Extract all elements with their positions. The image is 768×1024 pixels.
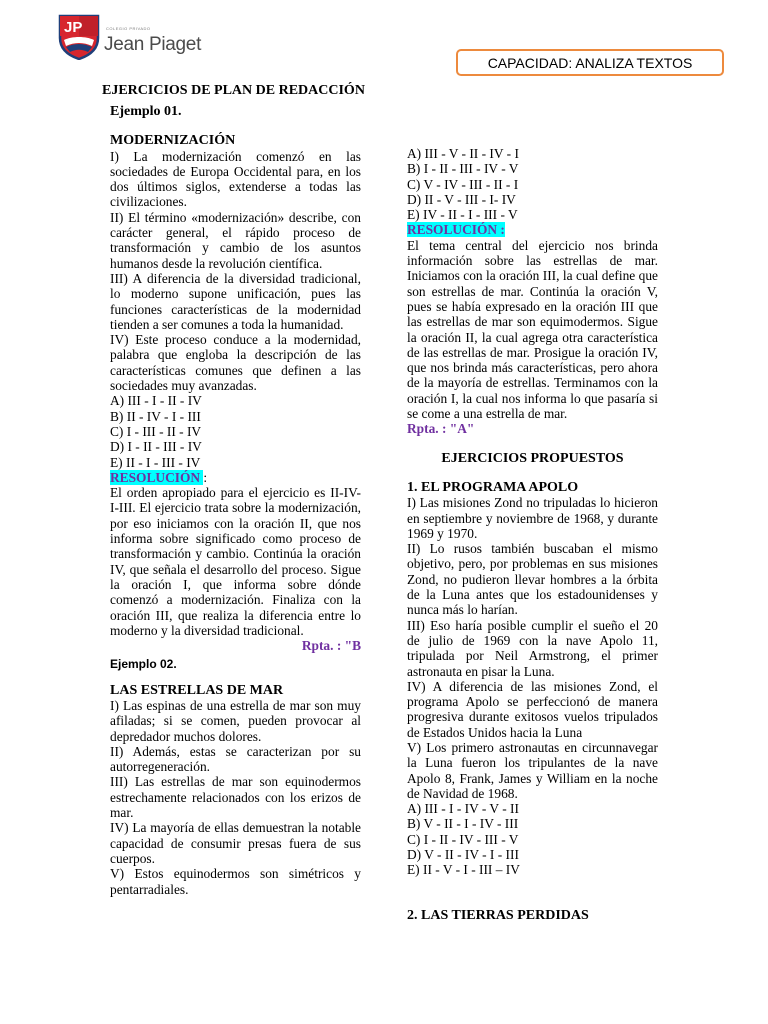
- example-2-sentence-5: V) Estos equinodermos son simétricos y pentarradiales.: [110, 866, 361, 897]
- example-1-heading: MODERNIZACIÓN: [110, 133, 236, 149]
- left-column: [110, 104, 361, 897]
- proposed-heading: EJERCICIOS PROPUESTOS: [441, 450, 624, 466]
- proposed-2-title: 2. LAS TIERRAS PERDIDAS: [407, 907, 589, 923]
- resolution-label: RESOLUCIÓN :: [407, 222, 505, 238]
- resolution-label: RESOLUCIÓN: [110, 469, 204, 485]
- example-2-option: A) III - V - II - IV - I: [407, 146, 519, 161]
- example-1-option: A) III - I - II - IV: [110, 393, 202, 409]
- proposed-1-sentence-3: III) Eso haría posible cumplir el sueño el 20 de julio de 1969 con la nave Apolo 11, tripulada por Neil Armstrong, el primer astronauta en pisar la Luna.: [407, 617, 658, 679]
- example-1-answer: Rpta. : "B: [301, 638, 361, 654]
- example-1-option: C) I - III - II - IV: [110, 423, 202, 439]
- example-2-heading: LAS ESTRELLAS DE MAR: [110, 682, 284, 698]
- example-2-sentence-3: III) Las estrellas de mar son equinodermos estrechamente relacionados con los erizos de mar.: [110, 774, 361, 821]
- right-column: [407, 146, 658, 923]
- proposed-1-sentence-5: V) Los primero astronautas en circunnavegar la Luna fueron los tripulantes de la nave Apolo 8, Frank, James y William en la noche de Navidad de 1968.: [407, 739, 658, 801]
- proposed-1-sentence-2: II) Lo rusos también buscaban el mismo objetivo, pero, por problemas en sus misiones Zond, no pudieron llevar hombres a la órbita de la Luna antes que los estadounidenses y nunca más lo harían.: [407, 541, 658, 618]
- proposed-1-option: C) I - II - IV - III - V: [407, 831, 519, 847]
- logo-brand-name: Jean Piaget: [104, 34, 202, 55]
- proposed-1-option: A) III - I - IV - V - II: [407, 801, 519, 817]
- example-2-sentence-1: I) Las espinas de una estrella de mar son muy afiladas; si se comen, pueden provocar al depredador muchos dolores.: [110, 697, 361, 744]
- example-2-sentence-4: IV) La mayoría de ellas demuestran la notable capacidad de consumir presas fuera de sus cuerpos.: [110, 820, 361, 866]
- example-1-option: D) I - II - III - IV: [110, 439, 202, 455]
- example-1-sentence-1: I) La modernización comenzó en las sociedades de Europa Occidental para, en los dos últimos siglos, extenderse a todas las civilizaciones.: [110, 148, 361, 210]
- example-1-resolution-heading: [110, 470, 361, 485]
- proposed-1-sentence-4: IV) A diferencia de las misiones Zond, el programa Apolo se perfeccionó de manera progresiva durante exitosos vuelos tripulados de Estados Unidos hacia la Luna: [407, 678, 658, 740]
- example-1-resolution: El orden apropiado para el ejercicio es II-IV- I-III. El ejercicio trata sobre la modernización, por eso iniciamos con la oración II, que nos informa sobre significado como proceso de transformación y cambio. Continúa la oración IV, que señala el desarrollo del proceso. Sigue la oración I, que informa sobre dónde comenzó a modernización. Finaliza con la oración III, que realiza la diferencia entre lo moderno y la diversidad tradicional.: [110, 485, 361, 638]
- proposed-1-title: 1. EL PROGRAMA APOLO: [407, 479, 579, 495]
- example-2-option: D) II - V - III - I- IV: [407, 191, 516, 207]
- example-2-resolution-heading: [407, 222, 658, 237]
- example-2-option: E) IV - II - I - III - V: [407, 207, 518, 223]
- logo-badge-text: JP: [64, 19, 83, 36]
- page-title: EJERCICIOS DE PLAN DE REDACCIÓN: [102, 83, 365, 98]
- example-2-label: Ejemplo 02.: [110, 657, 177, 672]
- example-1-option: E) II - I - III - IV: [110, 454, 201, 470]
- example-1-sentence-2: II) El término «modernización» describe, con carácter general, el rápido proceso de transformación y cambio de los asuntos humanos desde la revolución científica.: [110, 209, 361, 271]
- example-2-sentence-2: II) Además, estas se caracterizan por su autorregeneración.: [110, 743, 361, 775]
- school-shield-icon: [58, 14, 100, 60]
- proposed-1-option: B) V - II - I - IV - III: [407, 816, 519, 832]
- example-1-sentence-4: IV) Este proceso conduce a la modernidad, palabra que engloba la descripción de las características comunes que definen a las sociedades muy avanzadas.: [110, 332, 361, 394]
- resolution-colon: :: [203, 469, 208, 485]
- example-1-sentence-3: III) A diferencia de la diversidad tradicional, lo moderno supone unificación, pues las funciones características de la modernidad tienden a ser comunes a toda la humanidad.: [110, 270, 361, 332]
- school-logo: [58, 14, 208, 62]
- example-1-label: Ejemplo 01.: [110, 104, 182, 119]
- example-2-option: C) V - IV - III - II - I: [407, 176, 519, 192]
- proposed-1-sentence-1: I) Las misiones Zond no tripuladas lo hicieron en septiembre y noviembre de 1968, y durante 1969 y 1970.: [407, 495, 658, 541]
- example-2-resolution: El tema central del ejercicio nos brinda información sobre las estrellas de mar. Iniciamos con la oración III, la cual define que son estrellas de mar. Continúa la oración V, pues se había expresado en la oración III que las estrellas de mar son equimodermos. Sigue la oración II, la cual agrega otra característica de las estrellas de mar. Prosigue la oración IV, que nos brinda más características, pero ahora de la mayoría de estrellas. Terminamos con la oración I, la cual nos informa lo que pasaría si se come a una estrella de mar.: [407, 237, 658, 422]
- capacity-box: CAPACIDAD: ANALIZA TEXTOS: [456, 49, 724, 76]
- logo-subtitle: COLEGIO PRIVADO: [106, 26, 151, 31]
- proposed-1-option: E) II - V - I - III – IV: [407, 862, 520, 878]
- proposed-1-option: D) V - II - IV - I - III: [407, 847, 519, 863]
- example-2-answer: Rpta. : "A": [407, 421, 475, 437]
- example-1-option: B) II - IV - I - III: [110, 408, 201, 424]
- example-2-option: B) I - II - III - IV - V: [407, 161, 519, 177]
